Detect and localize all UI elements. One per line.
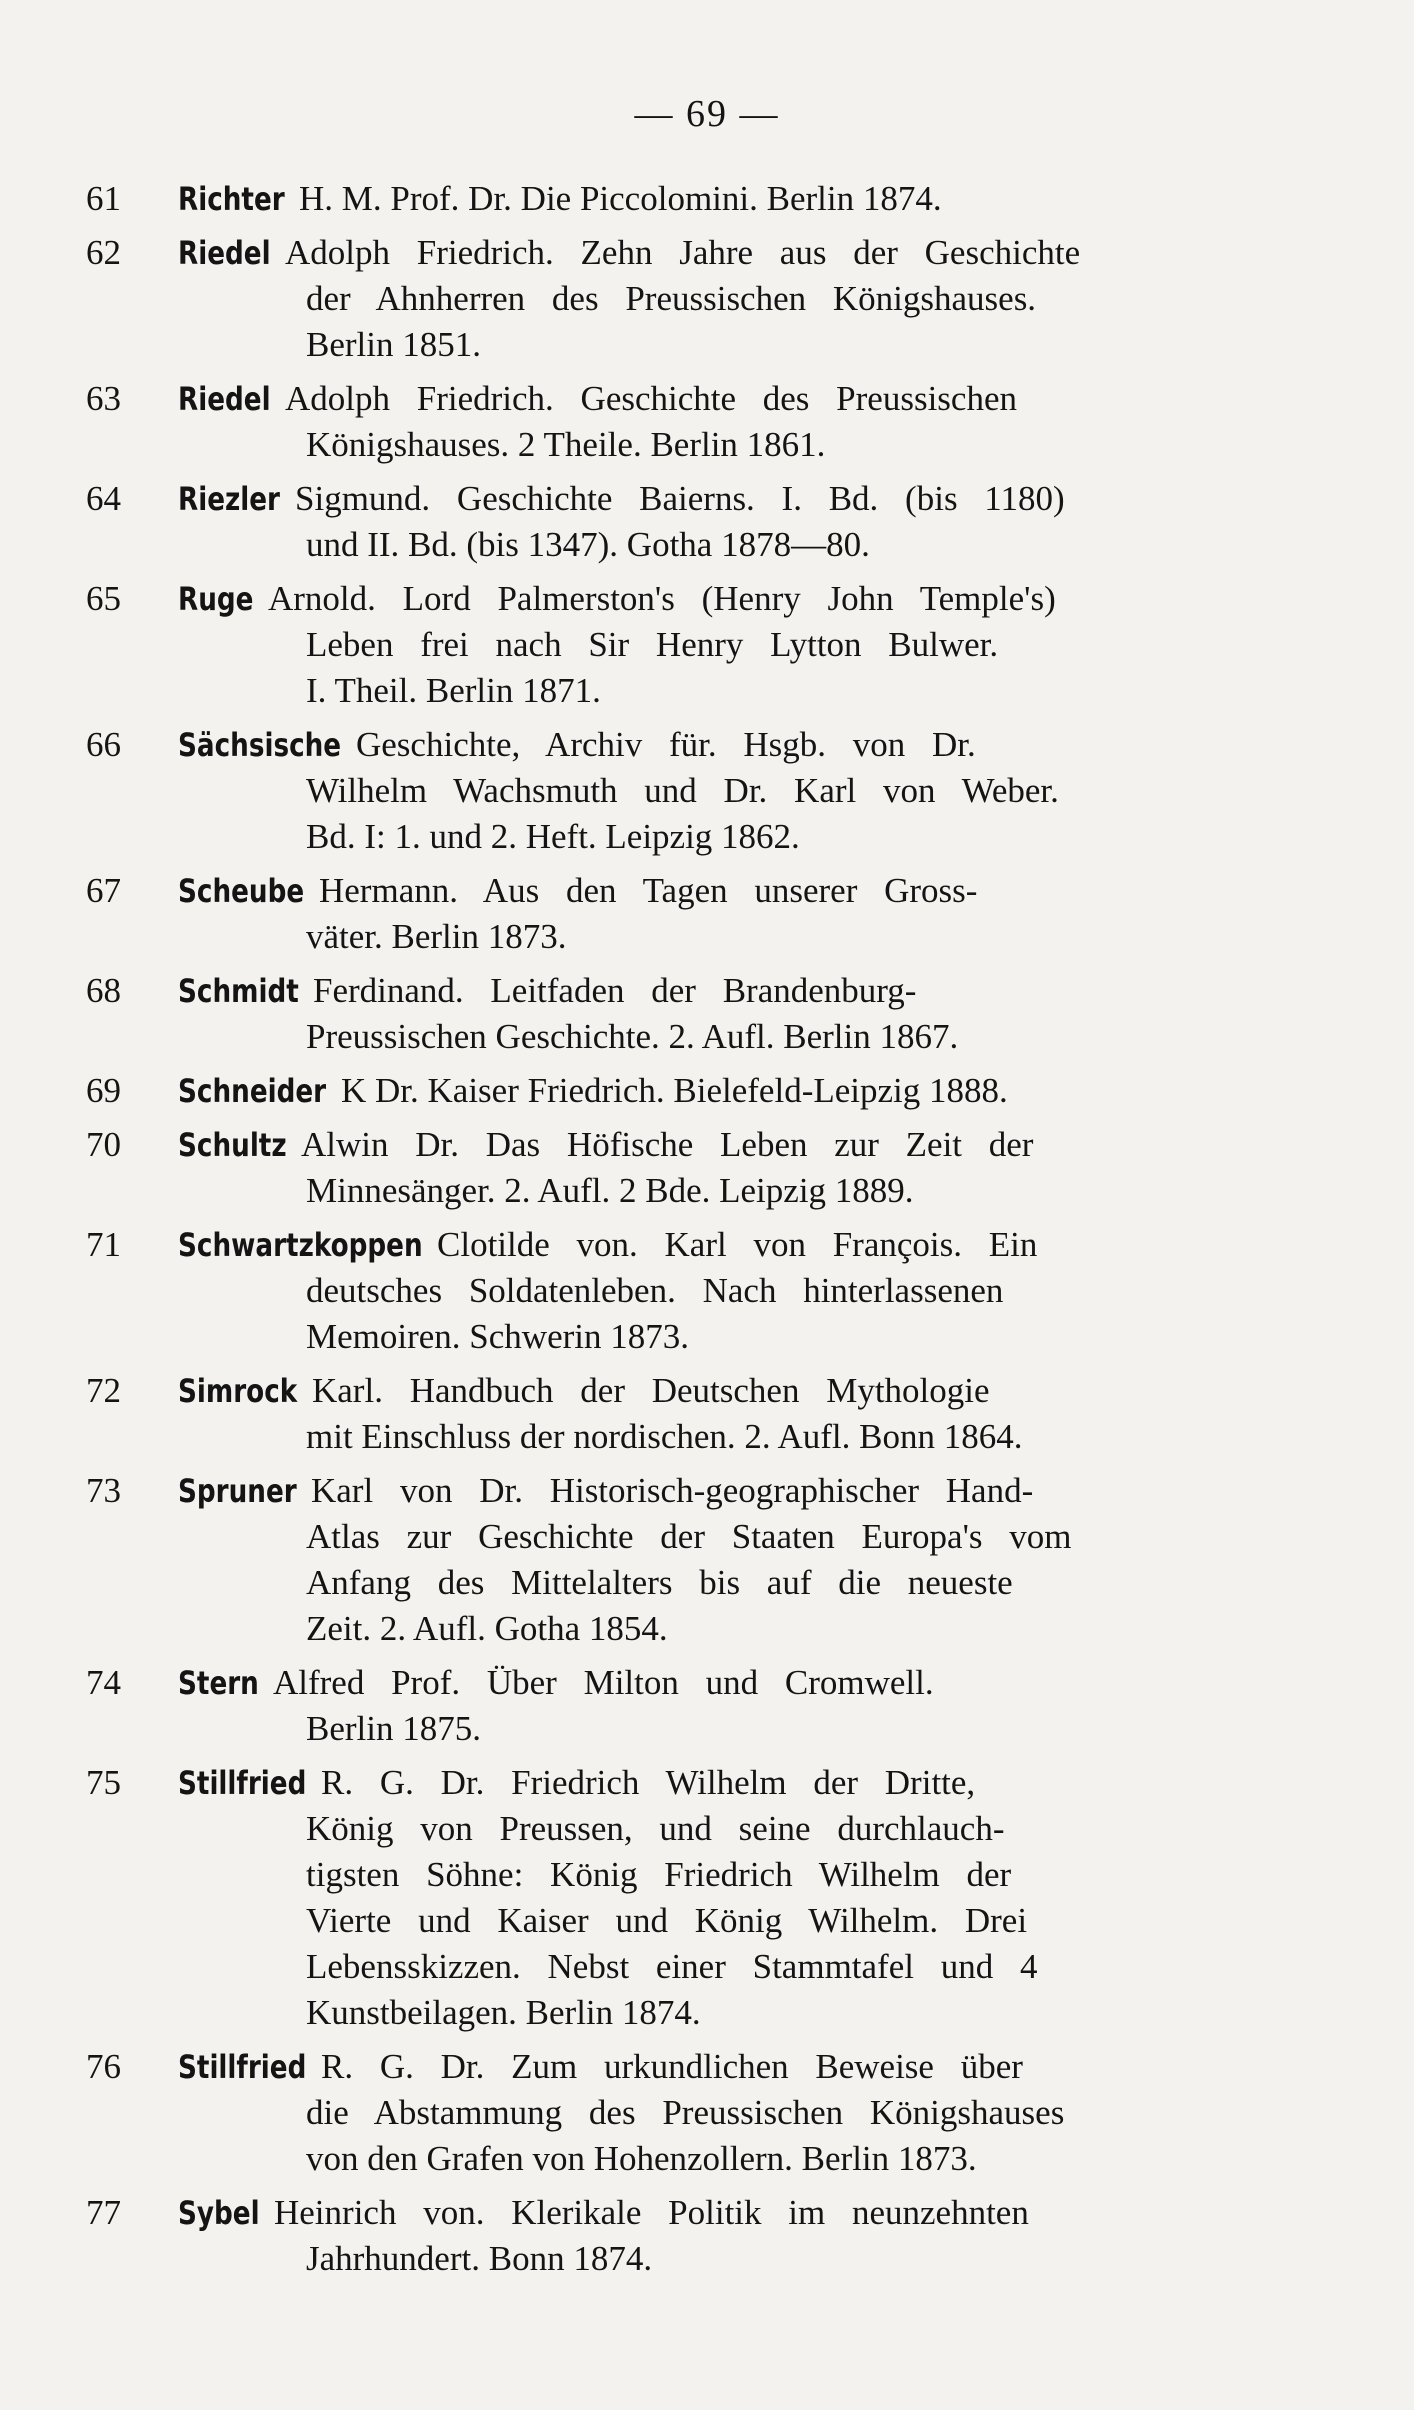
- entry-line: Alwin Dr. Das Höfische Leben zur Zeit der: [301, 1125, 1034, 1164]
- bibliography-entry: [0, 230, 1414, 376]
- entry-number: 67: [86, 871, 121, 910]
- bibliography-list: [0, 176, 1414, 2290]
- entry-line: Adolph Friedrich. Geschichte des Preussischen: [285, 379, 1017, 418]
- entry-number: 65: [86, 579, 121, 618]
- entry-line: Adolph Friedrich. Zehn Jahre aus der Geschichte: [285, 233, 1081, 272]
- entry-text: [178, 2190, 1268, 2282]
- entry-line: der Ahnherren des Preussischen Königshauses.: [306, 279, 1037, 318]
- entry-author: Richter: [178, 180, 285, 218]
- entry-number: 66: [86, 725, 121, 764]
- entry-line: Hermann. Aus den Tagen unserer Gross-: [319, 871, 978, 910]
- entry-number: 62: [86, 233, 121, 272]
- bibliography-entry: [0, 576, 1414, 722]
- entry-line: Bd. I: 1. und 2. Heft. Leipzig 1862.: [306, 817, 800, 856]
- entry-text: [178, 722, 1268, 860]
- entry-author: Ruge: [178, 580, 254, 618]
- entry-author: Sybel: [178, 2194, 260, 2232]
- entry-line: Memoiren. Schwerin 1873.: [306, 1317, 689, 1356]
- entry-line: Heinrich von. Klerikale Politik im neunzehnten: [274, 2193, 1029, 2232]
- page-number: — 69 —: [634, 93, 780, 135]
- entry-line: Ferdinand. Leitfaden der Brandenburg-: [313, 971, 917, 1010]
- entry-author: Stillfried: [178, 1764, 307, 1802]
- entry-author: Sächsische: [178, 726, 342, 764]
- entry-line: väter. Berlin 1873.: [306, 917, 567, 956]
- entry-author: Spruner: [178, 1472, 297, 1510]
- entry-text: [178, 1368, 1268, 1460]
- entry-line: Berlin 1875.: [306, 1709, 481, 1748]
- entry-author: Schultz: [178, 1126, 287, 1164]
- entry-author: Schmidt: [178, 972, 299, 1010]
- entry-number: 61: [86, 179, 121, 218]
- entry-line: Atlas zur Geschichte der Staaten Europa's vom: [306, 1517, 1072, 1556]
- entry-number: 77: [86, 2193, 121, 2232]
- bibliography-entry: [0, 476, 1414, 576]
- entry-author: Schneider: [178, 1072, 327, 1110]
- entry-line: Clotilde von. Karl von François. Ein: [437, 1225, 1038, 1264]
- entry-text: [178, 230, 1268, 368]
- entry-number: 64: [86, 479, 121, 518]
- bibliography-entry: [0, 2044, 1414, 2190]
- bibliography-entry: [0, 376, 1414, 476]
- entry-number: 68: [86, 971, 121, 1010]
- entry-line: deutsches Soldatenleben. Nach hinterlassenen: [306, 1271, 1004, 1310]
- entry-line: Geschichte, Archiv für. Hsgb. von Dr.: [356, 725, 976, 764]
- entry-line: mit Einschluss der nordischen. 2. Aufl. Bonn 1864.: [306, 1417, 1023, 1456]
- entry-text: [178, 2044, 1268, 2182]
- bibliography-entry: [0, 1122, 1414, 1222]
- entry-author: Scheube: [178, 872, 305, 910]
- entry-line: Minnesänger. 2. Aufl. 2 Bde. Leipzig 1889.: [306, 1171, 914, 1210]
- bibliography-entry: [0, 722, 1414, 868]
- entry-line: Preussischen Geschichte. 2. Aufl. Berlin 1867.: [306, 1017, 959, 1056]
- entry-author: Riedel: [178, 234, 271, 272]
- entry-text: [178, 376, 1268, 468]
- entry-line: von den Grafen von Hohenzollern. Berlin 1873.: [306, 2139, 977, 2178]
- bibliography-entry: [0, 2190, 1414, 2290]
- entry-number: 75: [86, 1763, 121, 1802]
- entry-author: Riezler: [178, 480, 281, 518]
- entry-text: [178, 576, 1268, 714]
- entry-author: Stillfried: [178, 2048, 307, 2086]
- entry-text: [178, 868, 1268, 960]
- entry-line: H. M. Prof. Dr. Die Piccolomini. Berlin 1874.: [299, 179, 942, 218]
- entry-line: R. G. Dr. Zum urkundlichen Beweise über: [321, 2047, 1023, 2086]
- bibliography-entry: [0, 176, 1414, 230]
- entry-number: 69: [86, 1071, 121, 1110]
- entry-number: 70: [86, 1125, 121, 1164]
- bibliography-entry: [0, 1068, 1414, 1122]
- bibliography-entry: [0, 1222, 1414, 1368]
- entry-line: Vierte und Kaiser und König Wilhelm. Drei: [306, 1901, 1028, 1940]
- bibliography-entry: [0, 1660, 1414, 1760]
- entry-text: [178, 1122, 1268, 1214]
- entry-text: [178, 1068, 1268, 1114]
- entry-number: 73: [86, 1471, 121, 1510]
- entry-line: Karl. Handbuch der Deutschen Mythologie: [312, 1371, 990, 1410]
- entry-text: [178, 968, 1268, 1060]
- entry-line: die Abstammung des Preussischen Königshauses: [306, 2093, 1065, 2132]
- bibliography-entry: [0, 1760, 1414, 2044]
- entry-line: tigsten Söhne: König Friedrich Wilhelm der: [306, 1855, 1012, 1894]
- entry-author: Stern: [178, 1664, 259, 1702]
- entry-line: und II. Bd. (bis 1347). Gotha 1878—80.: [306, 525, 870, 564]
- entry-author: Riedel: [178, 380, 271, 418]
- entry-text: [178, 176, 1268, 222]
- entry-line: Karl von Dr. Historisch-geographischer Hand-: [311, 1471, 1034, 1510]
- entry-line: König von Preussen, und seine durchlauch-: [306, 1809, 1005, 1848]
- entry-text: [178, 476, 1268, 568]
- entry-text: [178, 1660, 1268, 1752]
- entry-line: Königshauses. 2 Theile. Berlin 1861.: [306, 425, 826, 464]
- entry-line: Berlin 1851.: [306, 325, 481, 364]
- entry-line: Arnold. Lord Palmerston's (Henry John Temple's): [268, 579, 1056, 618]
- entry-author: Schwartzkoppen: [178, 1226, 423, 1264]
- entry-line: Leben frei nach Sir Henry Lytton Bulwer.: [306, 625, 999, 664]
- bibliography-entry: [0, 968, 1414, 1068]
- entry-line: Wilhelm Wachsmuth und Dr. Karl von Weber.: [306, 771, 1059, 810]
- entry-line: Sigmund. Geschichte Baierns. I. Bd. (bis 1180): [295, 479, 1065, 518]
- entry-text: [178, 1222, 1268, 1360]
- bibliography-entry: [0, 1468, 1414, 1660]
- entry-line: R. G. Dr. Friedrich Wilhelm der Dritte,: [321, 1763, 976, 1802]
- entry-line: Anfang des Mittelalters bis auf die neueste: [306, 1563, 1013, 1602]
- entry-number: 76: [86, 2047, 121, 2086]
- entry-number: 63: [86, 379, 121, 418]
- entry-line: K Dr. Kaiser Friedrich. Bielefeld-Leipzig 1888.: [341, 1071, 1008, 1110]
- entry-text: [178, 1760, 1268, 2036]
- entry-line: I. Theil. Berlin 1871.: [306, 671, 601, 710]
- entry-line: Lebensskizzen. Nebst einer Stammtafel und 4: [306, 1947, 1038, 1986]
- entry-line: Jahrhundert. Bonn 1874.: [306, 2239, 653, 2278]
- entry-line: Kunstbeilagen. Berlin 1874.: [306, 1993, 701, 2032]
- entry-number: 72: [86, 1371, 121, 1410]
- bibliography-entry: [0, 868, 1414, 968]
- entry-line: Zeit. 2. Aufl. Gotha 1854.: [306, 1609, 668, 1648]
- bibliography-entry: [0, 1368, 1414, 1468]
- entry-number: 71: [86, 1225, 121, 1264]
- entry-author: Simrock: [178, 1372, 298, 1410]
- entry-text: [178, 1468, 1268, 1652]
- entry-line: Alfred Prof. Über Milton und Cromwell.: [273, 1663, 934, 1702]
- entry-number: 74: [86, 1663, 121, 1702]
